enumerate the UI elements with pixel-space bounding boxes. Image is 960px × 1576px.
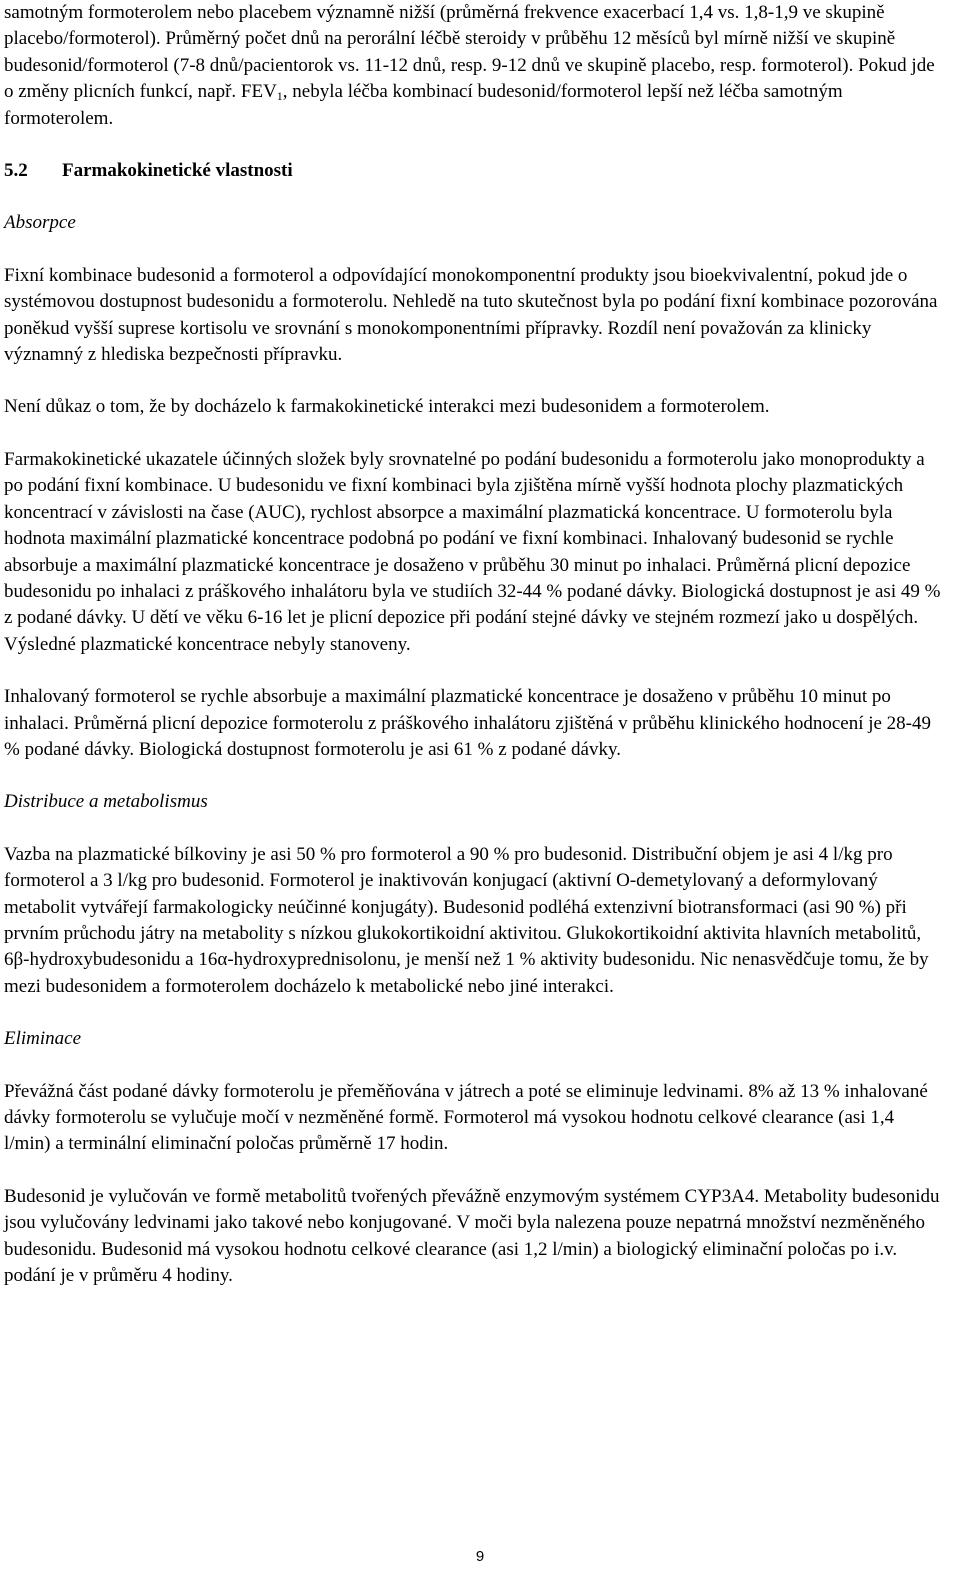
absorption-paragraph: Inhalovaný formoterol se rychle absorbuje a maximální plazmatické koncentrace je dosaženo v průběhu 10 minut po inhalaci. Průměrná plicní depozice formoterolu z práškového inhalátoru zjištěná v průběhu klinického hodnocení je 28-49 % podané dávky. Biologická dostupnost formoterolu je asi 61 % z podané dávky. (4, 686, 932, 760)
intro-text-after: , nebyla léčba kombinací budesonid/formoterol lepší než léčba samotným formoterolem. (4, 81, 843, 129)
section-title: Farmakokinetické vlastnosti (62, 160, 293, 182)
intro-text-before: samotným formoterolem nebo placebem významně nižší (průměrná frekvence exacerbací 1,4 vs. 1,8-1,9 ve skupině placebo/formoterol). Průměrný počet dnů na perorální léčbě steroidy v průběhu 12 měsíců byl mírně nižší ve skupině budesonid/formoterol (7-8 dnů/pacientorok vs. 11-12 dnů, resp. 9-12 dnů ve skupině placebo, resp. formoterol). Pokud jde o změny plicních funkcí, např. FEV (4, 2, 935, 103)
absorption-paragraph: Není důkaz o tom, že by docházelo k farmakokinetické interakci mezi budesonidem a formoterolem. (4, 396, 770, 418)
document-page (4, 0, 944, 1289)
absorption-paragraph: Farmakokinetické ukazatele účinných složek byly srovnatelné po podání budesonidu a formoterolu jako monoprodukty a po podání fixní kombinace. U budesonidu ve fixní kombinaci byla zjištěna mírně vyšší hodnota plochy plazmatických koncentrací v závislosti na čase (AUC), rychlost absorpce a maximální plazmatická koncentrace. U formoterolu byla hodnota maximální plazmatické koncentrace podobná po podání ve fixní kombinaci. Inhalovaný budesonid se rychle absorbuje a maximální plazmatické koncentrace je dosaženo v průběhu 30 minut po inhalaci. Průměrná plicní depozice budesonidu po inhalaci z práškového inhalátoru byla ve studiích 32-44 % podané dávky. Biologická dostupnost je asi 49 % z podané dávky. U dětí ve věku 6-16 let je plicní depozice při podání stejné dávky ve stejném rozmezí jako u dospělých. Výsledné plazmatické koncentrace nebyly stanoveny. (4, 448, 941, 655)
section-heading (4, 158, 944, 184)
elimination-paragraph: Převážná část podané dávky formoterolu je přeměňována v játrech a poté se eliminuje ledvinami. 8% až 13 % inhalované dávky formoterolu se vylučuje močí v nezměněné formě. Formoterol má vysokou hodnotu celkové clearance (asi 1,4 l/min) a terminální eliminační poločas průměrně 17 hodin. (4, 1080, 928, 1155)
absorption-heading: Absorpce (4, 212, 76, 234)
distribution-paragraph: Vazba na plazmatické bílkoviny je asi 50 % pro formoterol a 90 % pro budesonid. Distribuční objem je asi 4 l/kg pro formoterol a 3 l/kg pro budesonid. Formoterol je inaktivován konjugací (aktivní O-demetylovaný a deformylovaný metabolit vytvářejí farmakologicky neúčinné konjugáty). Budesonid podléhá extenzivní biotransformaci (asi 90 %) při prvním průchodu játry na metabolity s nízkou glukokortikoidní aktivitou. Glukokortikoidní aktivita hlavních metabolitů, 6β-hydroxybudesonidu a 16α-hydroxyprednisolonu, je menší než 1 % aktivity budesonidu. Nic nenasvědčuje tomu, že by mezi budesonidem a formoterolem docházelo k metabolické nebo jiné interakci. (4, 843, 929, 997)
distribution-heading: Distribuce a metabolismus (4, 791, 208, 813)
elimination-heading: Eliminace (4, 1028, 82, 1050)
intro-paragraph (4, 0, 944, 132)
elimination-paragraph: Budesonid je vylučován ve formě metabolitů tvořených převážně enzymovým systémem CYP3A4. Metabolity budesonidu jsou vylučovány ledvinami jako takové nebo konjugované. V moči byla nalezena pouze nepatrná množství nezměněného budesonidu. Budesonid má vysokou hodnotu celkové clearance (asi 1,2 l/min) a biologický eliminační poločas po i.v. podání je v průměru 4 hodiny. (4, 1185, 940, 1287)
section-number: 5.2 (4, 160, 28, 182)
absorption-paragraph: Fixní kombinace budesonid a formoterol a odpovídající monokomponentní produkty jsou bioekvivalentní, pokud jde o systémovou dostupnost budesonidu a formoterolu. Nehledě na tuto skutečnost byla po podání fixní kombinace pozorována poněkud vyšší suprese kortisolu ve srovnání s monokomponentními přípravky. Rozdíl není považován za klinicky významný z hlediska bezpečnosti přípravku. (4, 264, 938, 366)
fev-subscript: 1 (276, 89, 283, 104)
page-number: 9 (475, 1548, 485, 1565)
